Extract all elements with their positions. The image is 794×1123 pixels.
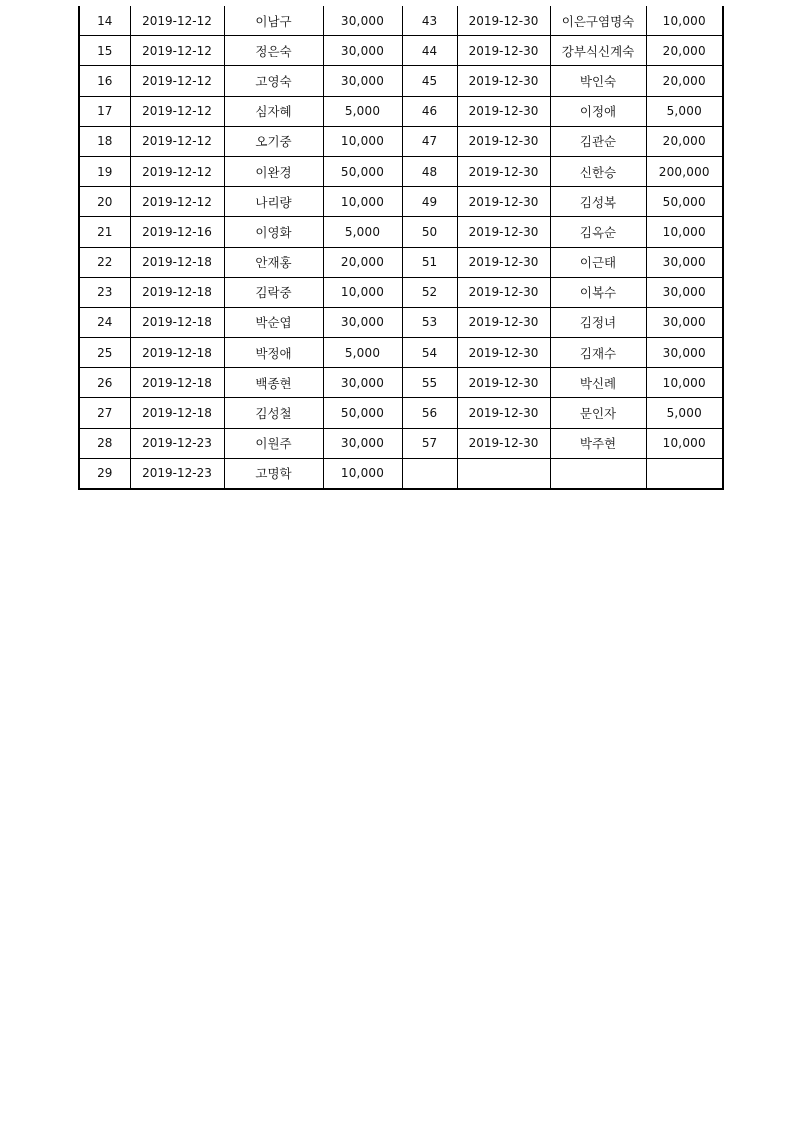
- right-donor-name: 문인자: [550, 398, 646, 428]
- left-donor-name: 나리량: [224, 187, 323, 217]
- right-entry-date: 2019-12-30: [457, 217, 550, 247]
- right-entry-date: 2019-12-30: [457, 156, 550, 186]
- left-donor-name: 정은숙: [224, 36, 323, 66]
- left-donation-amount: 30,000: [323, 66, 402, 96]
- right-donation-amount: [646, 458, 723, 489]
- left-donor-name: 심자혜: [224, 96, 323, 126]
- right-donation-amount: 10,000: [646, 368, 723, 398]
- left-donation-amount: 5,000: [323, 217, 402, 247]
- left-donor-name: 이완경: [224, 156, 323, 186]
- left-donor-name: 오기중: [224, 126, 323, 156]
- left-entry-number: 18: [79, 126, 130, 156]
- right-donor-name: 이복수: [550, 277, 646, 307]
- left-donor-name: 고명학: [224, 458, 323, 489]
- right-entry-date: 2019-12-30: [457, 307, 550, 337]
- right-entry-date: 2019-12-30: [457, 187, 550, 217]
- table-row: [79, 338, 723, 368]
- left-donation-amount: 30,000: [323, 6, 402, 36]
- donation-table: [78, 6, 724, 490]
- left-entry-date: 2019-12-12: [130, 156, 224, 186]
- left-donation-amount: 5,000: [323, 96, 402, 126]
- left-entry-date: 2019-12-18: [130, 368, 224, 398]
- left-entry-date: 2019-12-12: [130, 96, 224, 126]
- right-donation-amount: 5,000: [646, 398, 723, 428]
- right-entry-number: 46: [402, 96, 457, 126]
- table-row: [79, 187, 723, 217]
- left-donation-amount: 10,000: [323, 458, 402, 489]
- right-donation-amount: 10,000: [646, 428, 723, 458]
- left-entry-number: 24: [79, 307, 130, 337]
- left-entry-number: 20: [79, 187, 130, 217]
- right-donor-name: 김정녀: [550, 307, 646, 337]
- left-entry-date: 2019-12-16: [130, 217, 224, 247]
- left-entry-date: 2019-12-12: [130, 66, 224, 96]
- right-donor-name: 김성복: [550, 187, 646, 217]
- left-entry-date: 2019-12-18: [130, 277, 224, 307]
- left-entry-number: 17: [79, 96, 130, 126]
- left-entry-date: 2019-12-12: [130, 6, 224, 36]
- right-entry-date: 2019-12-30: [457, 6, 550, 36]
- right-donation-amount: 20,000: [646, 36, 723, 66]
- right-entry-number: 43: [402, 6, 457, 36]
- right-donation-amount: 20,000: [646, 66, 723, 96]
- right-entry-date: 2019-12-30: [457, 247, 550, 277]
- right-entry-number: 53: [402, 307, 457, 337]
- left-donor-name: 이영화: [224, 217, 323, 247]
- left-entry-date: 2019-12-18: [130, 307, 224, 337]
- right-entry-number: 56: [402, 398, 457, 428]
- left-entry-date: 2019-12-12: [130, 187, 224, 217]
- right-entry-date: 2019-12-30: [457, 126, 550, 156]
- right-entry-date: 2019-12-30: [457, 277, 550, 307]
- table-row: [79, 398, 723, 428]
- left-donation-amount: 10,000: [323, 187, 402, 217]
- left-entry-number: 19: [79, 156, 130, 186]
- right-donor-name: 김관순: [550, 126, 646, 156]
- left-donation-amount: 30,000: [323, 307, 402, 337]
- left-entry-date: 2019-12-18: [130, 247, 224, 277]
- right-donor-name: 이은구염명숙: [550, 6, 646, 36]
- right-donation-amount: 10,000: [646, 6, 723, 36]
- left-donation-amount: 30,000: [323, 368, 402, 398]
- right-donor-name: 이근태: [550, 247, 646, 277]
- right-entry-date: [457, 458, 550, 489]
- left-donor-name: 김락중: [224, 277, 323, 307]
- donation-table-body: [79, 6, 723, 489]
- left-entry-date: 2019-12-23: [130, 458, 224, 489]
- left-donor-name: 고영숙: [224, 66, 323, 96]
- right-entry-number: 52: [402, 277, 457, 307]
- left-donation-amount: 50,000: [323, 156, 402, 186]
- left-entry-number: 25: [79, 338, 130, 368]
- right-donor-name: 박주현: [550, 428, 646, 458]
- table-row: [79, 247, 723, 277]
- left-donor-name: 백종현: [224, 368, 323, 398]
- left-entry-number: 15: [79, 36, 130, 66]
- right-donation-amount: 5,000: [646, 96, 723, 126]
- right-donor-name: 김옥순: [550, 217, 646, 247]
- right-entry-date: 2019-12-30: [457, 428, 550, 458]
- left-donation-amount: 20,000: [323, 247, 402, 277]
- table-row: [79, 96, 723, 126]
- right-entry-number: [402, 458, 457, 489]
- right-donation-amount: 20,000: [646, 126, 723, 156]
- right-entry-date: 2019-12-30: [457, 66, 550, 96]
- right-donor-name: 강부식신계숙: [550, 36, 646, 66]
- right-donation-amount: 30,000: [646, 277, 723, 307]
- right-entry-number: 55: [402, 368, 457, 398]
- right-donation-amount: 50,000: [646, 187, 723, 217]
- left-entry-number: 27: [79, 398, 130, 428]
- left-entry-date: 2019-12-12: [130, 36, 224, 66]
- right-entry-date: 2019-12-30: [457, 36, 550, 66]
- right-entry-number: 50: [402, 217, 457, 247]
- table-row: [79, 156, 723, 186]
- left-donation-amount: 5,000: [323, 338, 402, 368]
- right-donor-name: 이정애: [550, 96, 646, 126]
- left-donor-name: 박순엽: [224, 307, 323, 337]
- table-row: [79, 277, 723, 307]
- left-entry-number: 22: [79, 247, 130, 277]
- left-entry-date: 2019-12-18: [130, 338, 224, 368]
- table-row: [79, 368, 723, 398]
- right-donation-amount: 200,000: [646, 156, 723, 186]
- right-donor-name: 박인숙: [550, 66, 646, 96]
- left-donation-amount: 50,000: [323, 398, 402, 428]
- left-entry-number: 28: [79, 428, 130, 458]
- left-entry-date: 2019-12-18: [130, 398, 224, 428]
- right-entry-number: 47: [402, 126, 457, 156]
- right-donor-name: [550, 458, 646, 489]
- right-entry-number: 44: [402, 36, 457, 66]
- right-entry-number: 51: [402, 247, 457, 277]
- left-donation-amount: 30,000: [323, 36, 402, 66]
- right-donor-name: 박신례: [550, 368, 646, 398]
- table-row: [79, 307, 723, 337]
- left-entry-number: 14: [79, 6, 130, 36]
- right-donation-amount: 30,000: [646, 307, 723, 337]
- right-entry-date: 2019-12-30: [457, 368, 550, 398]
- right-entry-number: 54: [402, 338, 457, 368]
- right-entry-number: 45: [402, 66, 457, 96]
- left-entry-number: 29: [79, 458, 130, 489]
- left-entry-number: 16: [79, 66, 130, 96]
- left-donation-amount: 30,000: [323, 428, 402, 458]
- table-row: [79, 428, 723, 458]
- left-donation-amount: 10,000: [323, 126, 402, 156]
- right-donation-amount: 30,000: [646, 247, 723, 277]
- left-entry-number: 23: [79, 277, 130, 307]
- right-entry-date: 2019-12-30: [457, 96, 550, 126]
- right-entry-date: 2019-12-30: [457, 398, 550, 428]
- right-donor-name: 김재수: [550, 338, 646, 368]
- table-row: [79, 458, 723, 489]
- table-row: [79, 126, 723, 156]
- left-entry-date: 2019-12-23: [130, 428, 224, 458]
- left-entry-date: 2019-12-12: [130, 126, 224, 156]
- right-donor-name: 신한승: [550, 156, 646, 186]
- right-entry-number: 49: [402, 187, 457, 217]
- left-donor-name: 안재홍: [224, 247, 323, 277]
- left-donor-name: 이원주: [224, 428, 323, 458]
- table-row: [79, 217, 723, 247]
- right-entry-number: 57: [402, 428, 457, 458]
- left-donor-name: 김성철: [224, 398, 323, 428]
- table-row: [79, 66, 723, 96]
- right-donation-amount: 10,000: [646, 217, 723, 247]
- table-row: [79, 6, 723, 36]
- right-entry-number: 48: [402, 156, 457, 186]
- left-donor-name: 이남구: [224, 6, 323, 36]
- right-donation-amount: 30,000: [646, 338, 723, 368]
- left-entry-number: 21: [79, 217, 130, 247]
- left-donor-name: 박정애: [224, 338, 323, 368]
- left-entry-number: 26: [79, 368, 130, 398]
- table-row: [79, 36, 723, 66]
- right-entry-date: 2019-12-30: [457, 338, 550, 368]
- left-donation-amount: 10,000: [323, 277, 402, 307]
